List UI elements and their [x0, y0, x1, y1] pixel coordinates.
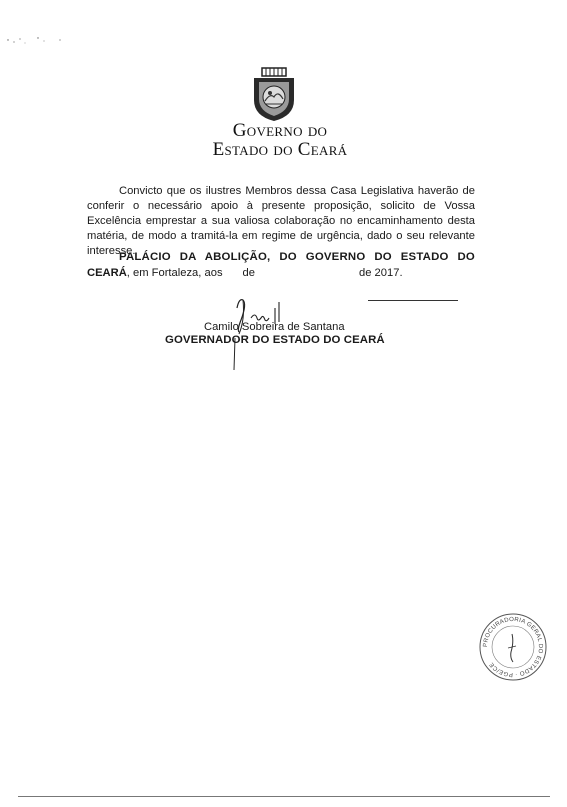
svg-text:PROCURADORIA GERAL DO ESTADO ·: PROCURADORIA GERAL DO ESTADO · PGE/CE	[482, 616, 544, 678]
brand-line-2: Estado do Ceará	[212, 139, 348, 160]
signature-rule	[368, 300, 458, 301]
body-paragraph: Convicto que os ilustres Membros dessa Casa Legislativa haverão de conferir o necessário apoio à presente proposição, solicito de Vossa Excelência emprestar a sua valiosa colaboração no encaminhamento desta matéria, de modo a tramitá-la em regime de urgência, dado o seu relevante interesse.	[87, 185, 475, 257]
circular-seal-stamp-icon	[478, 612, 548, 682]
closing-de: de	[242, 267, 255, 279]
closing-place-line: PALÁCIO DA ABOLIÇÃO, DO GOVERNO DO ESTADO DO	[119, 251, 475, 263]
closing-year: de 2017.	[359, 267, 403, 279]
brand-line-1: Governo do	[232, 120, 328, 141]
closing-city: , em Fortaleza, aos	[126, 267, 223, 279]
ceara-coat-of-arms-icon	[248, 66, 300, 122]
signatory-title: GOVERNADOR DO ESTADO DO CEARÁ	[165, 334, 385, 346]
closing-date-line	[87, 267, 475, 279]
signatory-name: Camilo Sobreira de Santana	[204, 321, 345, 333]
closing-state: CEARÁ	[87, 267, 127, 279]
page-bottom-edge	[18, 796, 550, 797]
scan-specks	[0, 30, 80, 60]
